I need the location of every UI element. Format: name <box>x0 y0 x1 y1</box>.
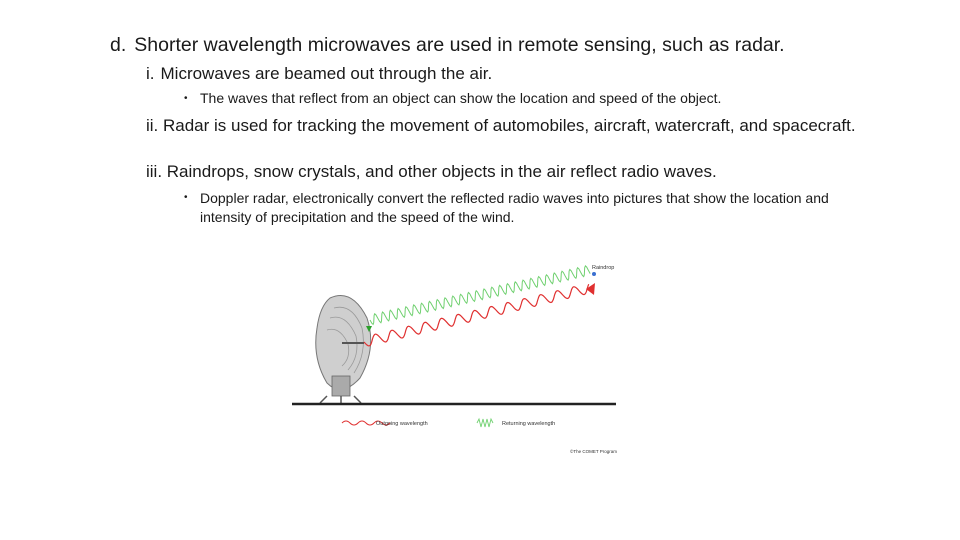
main-point <box>110 34 785 57</box>
bullet-dot: • <box>184 93 188 104</box>
bullet-reflection-text: The waves that reflect from an object can show the location and speed of the object. <box>200 90 722 106</box>
bullet-dot: • <box>184 192 188 203</box>
main-point-label: d. <box>110 34 127 56</box>
sub-point-i <box>146 64 492 84</box>
radar-dish-icon <box>316 296 371 404</box>
raindrop-label: Raindrop <box>592 265 615 271</box>
legend-returning-swatch <box>477 419 493 427</box>
sub-point-ii: ii. Radar is used for tracking the movement of automobiles, aircraft, watercraft, and spacecraft. <box>146 116 856 135</box>
radar-diagram-svg <box>272 258 634 458</box>
figure-credit: ©The COMET Program <box>570 449 617 454</box>
sub-point-i-text: Microwaves are beamed out through the air. <box>160 64 493 83</box>
main-point-text: Shorter wavelength microwaves are used in remote sensing, such as radar. <box>134 34 785 56</box>
outgoing-arrowhead-icon <box>586 283 595 295</box>
bullet-doppler <box>184 189 880 227</box>
radar-diagram <box>272 258 634 458</box>
sub-point-iii: iii. Raindrops, snow crystals, and other objects in the air reflect radio waves. <box>146 162 717 181</box>
legend-returning-label: Returning wavelength <box>502 421 556 427</box>
raindrop-icon <box>592 272 596 276</box>
sub-point-i-label: i. <box>146 64 155 83</box>
bullet-reflection <box>184 90 722 106</box>
bullet-doppler-text: Doppler radar, electronically convert the reflected radio waves into pictures that show the location and intensity of precipitation and the speed of the wind. <box>200 190 829 225</box>
legend-outgoing-label: Outgoing wavelength <box>376 421 428 427</box>
